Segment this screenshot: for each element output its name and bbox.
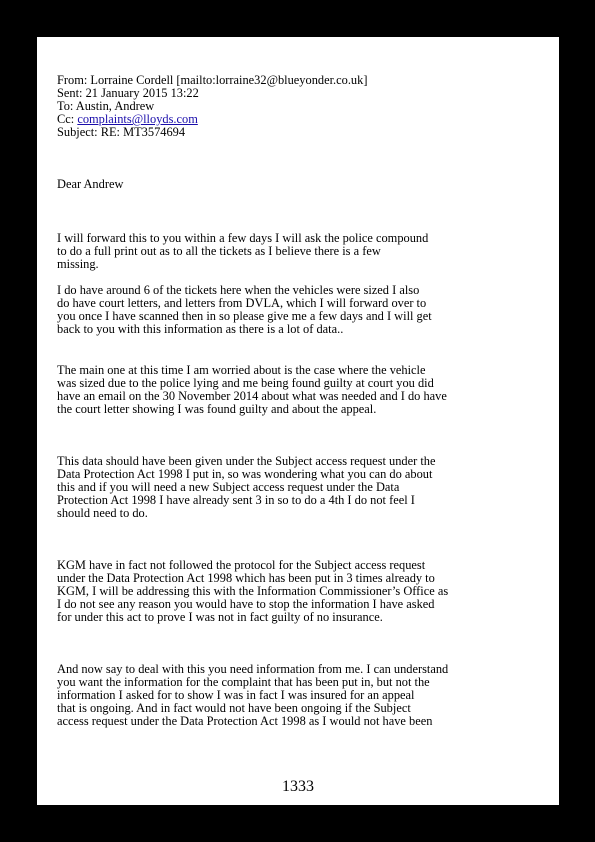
page-number: 1333 — [282, 778, 314, 795]
greeting: Dear Andrew — [57, 177, 124, 191]
to-value: Austin, Andrew — [75, 99, 155, 113]
paragraph-2: I do have around 6 of the tickets here when the vehicles were sized I also do have court letters, and letters from DVLA, which I will forward over to you once I have scanned then in so please give me a few days and I will get back to you with this information as there is a lot of data.. — [57, 283, 432, 336]
email-header — [57, 74, 457, 139]
to-line: To: Austin, Andrew — [57, 99, 155, 113]
cc-email-link[interactable]: complaints@lloyds.com — [77, 112, 198, 126]
subject-value: RE: MT3574694 — [100, 125, 186, 139]
sent-line: Sent: 21 January 2015 13:22 — [57, 86, 199, 100]
paragraph-4: This data should have been given under the Subject access request under the Data Protection Act 1998 I put in, so was wondering what you can do about this and if you will need a new Subject access request under the Data Protection Act 1998 I have already sent 3 in so to do a 4th I do not feel I should need to do. — [57, 454, 436, 520]
document-page — [37, 37, 559, 805]
paragraph-5: KGM have in fact not followed the protocol for the Subject access request under the Data Protection Act 1998 which has been put in 3 times already to KGM, I will be addressing this with the Information Commissioner’s Office as I do not see any reason you would have to stop the information I have asked for under this act to prove I was not in fact guilty of no insurance. — [57, 558, 449, 624]
paragraph-6: And now say to deal with this you need information from me. I can understand you want the information for the complaint that has been put in, but not the information I asked for to show I was in fact I was insured for an appeal that is ongoing. And in fact would not have been ongoing if the Subject access request under the Data Protection Act 1998 as I would not have been — [57, 662, 449, 728]
from-value: Lorraine Cordell [mailto:lorraine32@blueyonder.co.uk] — [90, 73, 368, 87]
sent-value: 21 January 2015 13:22 — [85, 86, 199, 100]
from-line: From: Lorraine Cordell [mailto:lorraine32@blueyonder.co.uk] — [57, 73, 368, 87]
paragraph-1: I will forward this to you within a few days I will ask the police compound to do a full print out as to all the tickets as I believe there is a few missing. — [57, 231, 429, 271]
paragraph-3: The main one at this time I am worried about is the case where the vehicle was sized due to the police lying and me being found guilty at court you did have an email on the 30 November 2014 about what was needed and I do have the court letter showing I was found guilty and about the appeal. — [57, 363, 447, 416]
cc-line: Cc: complaints@lloyds.com — [57, 112, 198, 126]
email-text — [57, 74, 457, 728]
subject-line: Subject: RE: MT3574694 — [57, 125, 186, 139]
